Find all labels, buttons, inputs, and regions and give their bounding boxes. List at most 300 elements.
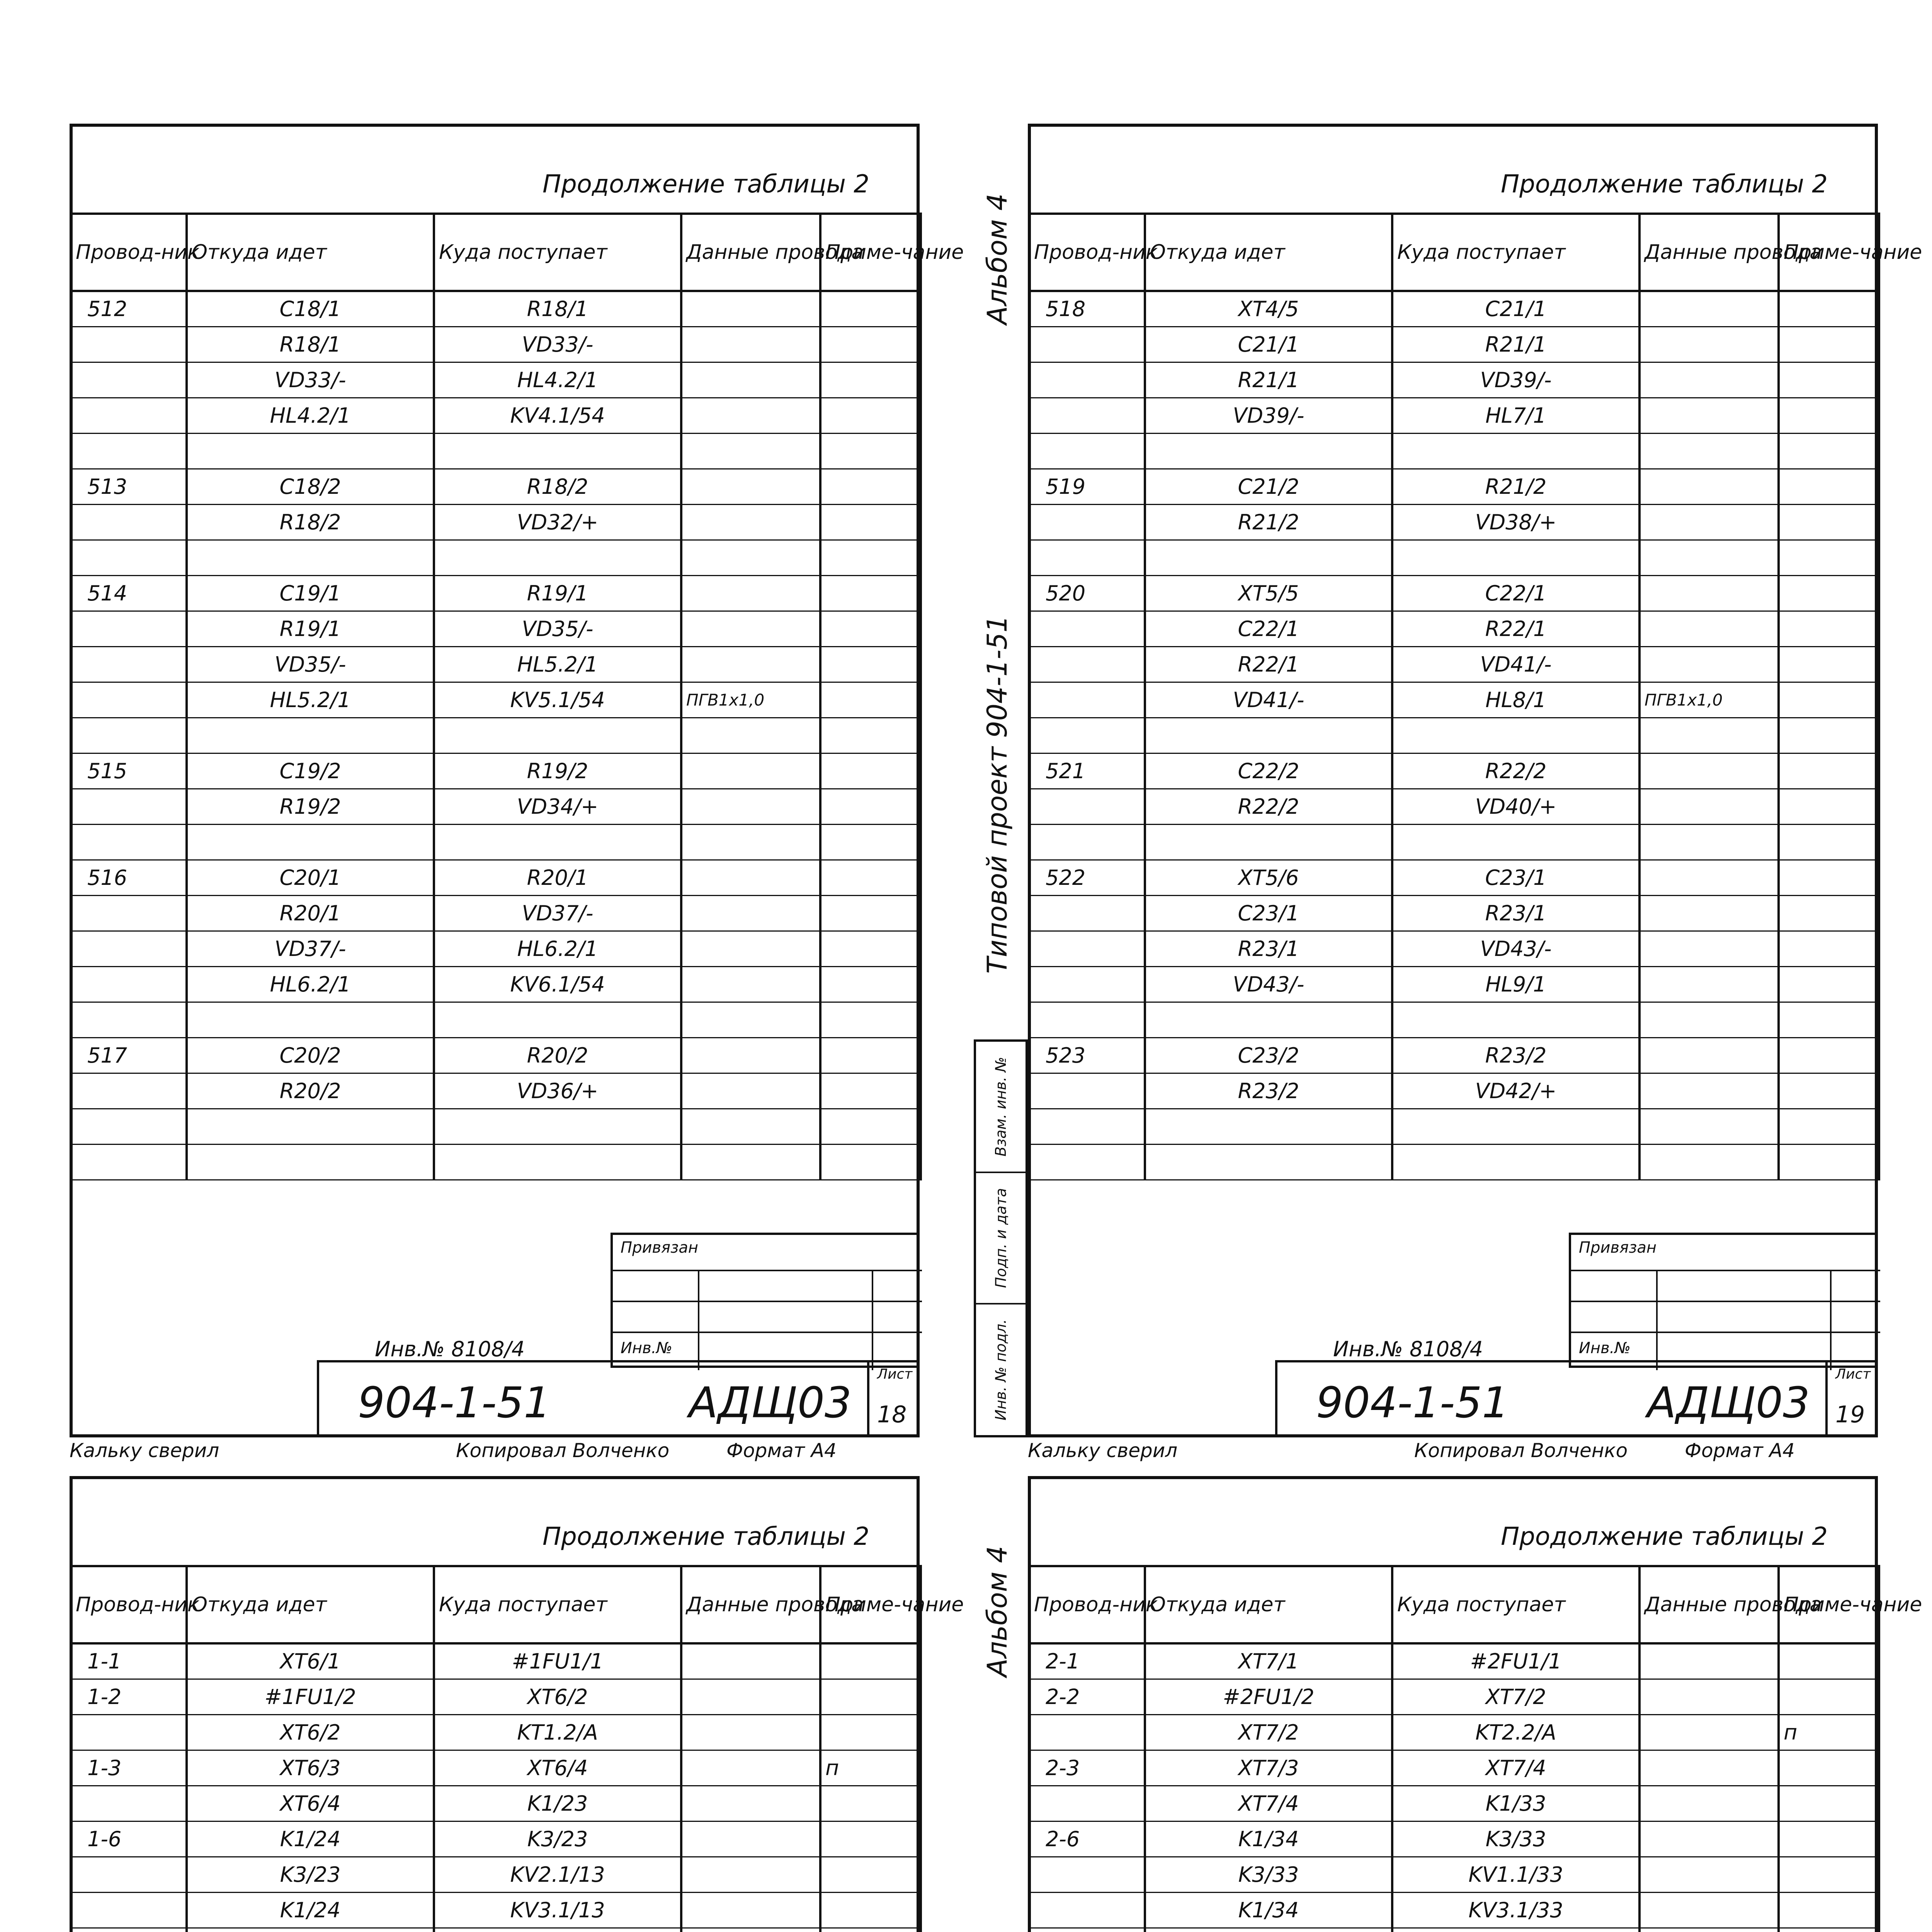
table-row bbox=[1029, 1679, 1879, 1714]
wiring-table bbox=[70, 1565, 964, 1932]
table-row bbox=[1029, 362, 1879, 398]
table-row bbox=[1029, 1109, 1879, 1144]
col-data: Данные провода bbox=[681, 214, 820, 291]
note-cell bbox=[1779, 504, 1879, 540]
inv-label: Инв.№ bbox=[621, 1339, 672, 1357]
to-cell bbox=[434, 718, 681, 753]
wire-data-cell bbox=[681, 931, 820, 966]
wire-data-cell bbox=[681, 753, 820, 789]
privyazan-label: Привязан bbox=[1579, 1239, 1657, 1257]
wire-cell bbox=[71, 540, 187, 575]
wire-data-cell bbox=[681, 1002, 820, 1037]
wire-data-cell bbox=[681, 824, 820, 860]
wire-data-cell bbox=[1639, 895, 1779, 931]
continuation-title: Продолжение таблицы 2 bbox=[542, 1522, 869, 1551]
album-side-label: Альбом 4 bbox=[981, 193, 1013, 325]
table-row bbox=[71, 611, 921, 646]
from-cell: R22/1 bbox=[1145, 646, 1392, 682]
from-cell: C22/1 bbox=[1145, 611, 1392, 646]
inv-number: Инв.№ 8108/4 bbox=[375, 1337, 525, 1361]
note-cell bbox=[1779, 1144, 1879, 1180]
to-cell bbox=[1392, 1002, 1639, 1037]
note-cell bbox=[1779, 433, 1879, 469]
wire-cell bbox=[1029, 1714, 1145, 1750]
note-cell bbox=[820, 362, 921, 398]
wire-cell bbox=[71, 718, 187, 753]
wire-data-cell bbox=[1639, 1928, 1779, 1932]
wire-cell bbox=[1029, 504, 1145, 540]
copied-by: Копировал Волченко bbox=[1414, 1439, 1628, 1462]
to-cell bbox=[434, 1144, 681, 1180]
checked-by: Кальку сверил bbox=[1028, 1439, 1178, 1462]
wire-cell: 513 bbox=[71, 469, 187, 504]
wire-data-cell bbox=[1639, 1037, 1779, 1073]
table-row bbox=[1029, 291, 1879, 327]
from-cell bbox=[187, 1109, 434, 1144]
to-cell: VD39/- bbox=[1392, 362, 1639, 398]
privyazan-label: Привязан bbox=[621, 1239, 699, 1257]
to-cell: R22/2 bbox=[1392, 753, 1639, 789]
col-wire: Провод-ник bbox=[1029, 214, 1145, 291]
wire-cell: 1-1 bbox=[71, 1643, 187, 1679]
continuation-title: Продолжение таблицы 2 bbox=[1500, 1522, 1828, 1551]
table-row bbox=[71, 1073, 921, 1109]
sheet-label: Лист bbox=[1835, 1366, 1871, 1382]
wire-cell bbox=[71, 433, 187, 469]
from-cell bbox=[187, 1144, 434, 1180]
wire-data-cell bbox=[1639, 1786, 1779, 1821]
to-cell: VD32/+ bbox=[434, 504, 681, 540]
from-cell: XT5/6 bbox=[1145, 860, 1392, 895]
to-cell bbox=[434, 824, 681, 860]
table-row bbox=[1029, 327, 1879, 362]
note-cell bbox=[820, 1037, 921, 1073]
wire-cell bbox=[1029, 966, 1145, 1002]
title-stamp bbox=[1275, 1360, 1878, 1437]
wire-cell: 2-1 bbox=[1029, 1643, 1145, 1679]
from-cell: R23/2 bbox=[1145, 1073, 1392, 1109]
from-cell: XT6/2 bbox=[187, 1714, 434, 1750]
wire-data-cell bbox=[1639, 1073, 1779, 1109]
table-row bbox=[1029, 1643, 1879, 1679]
to-cell: VD38/+ bbox=[1392, 504, 1639, 540]
to-cell: KV2.1/13 bbox=[434, 1857, 681, 1892]
wire-cell bbox=[1029, 433, 1145, 469]
from-cell: #2FU1/2 bbox=[1145, 1679, 1392, 1714]
wire-cell: 1-3 bbox=[71, 1750, 187, 1786]
from-cell bbox=[1145, 433, 1392, 469]
to-cell: #2FU1/1 bbox=[1392, 1643, 1639, 1679]
note-cell bbox=[1779, 1643, 1879, 1679]
wire-cell bbox=[71, 789, 187, 824]
to-cell: HL6.2/1 bbox=[434, 931, 681, 966]
wire-data-cell bbox=[1639, 753, 1779, 789]
table-row bbox=[71, 433, 921, 469]
from-cell: XT6/4 bbox=[187, 1786, 434, 1821]
from-cell: VD39/- bbox=[1145, 398, 1392, 433]
col-note: Приме-чание bbox=[1779, 1566, 1879, 1643]
to-cell bbox=[434, 540, 681, 575]
table-row bbox=[71, 824, 921, 860]
from-cell: XT5/5 bbox=[1145, 575, 1392, 611]
note-cell bbox=[1779, 966, 1879, 1002]
table-row bbox=[71, 362, 921, 398]
wire-data-cell bbox=[1639, 362, 1779, 398]
wire-data-cell bbox=[681, 789, 820, 824]
note-cell bbox=[820, 1857, 921, 1892]
note-cell bbox=[1779, 895, 1879, 931]
note-cell bbox=[1779, 718, 1879, 753]
table-row bbox=[71, 1750, 921, 1786]
continuation-title: Продолжение таблицы 2 bbox=[1500, 170, 1828, 199]
table-row bbox=[71, 327, 921, 362]
project-code: 904-1-51 bbox=[358, 1378, 551, 1427]
to-cell: XT6/2 bbox=[434, 1679, 681, 1714]
to-cell: HL7/1 bbox=[1392, 398, 1639, 433]
note-cell bbox=[1779, 362, 1879, 398]
col-from: Откуда идет bbox=[1145, 214, 1392, 291]
note-cell bbox=[1779, 824, 1879, 860]
note-cell bbox=[820, 433, 921, 469]
note-cell bbox=[1779, 1037, 1879, 1073]
wire-cell bbox=[71, 398, 187, 433]
to-cell: VD35/- bbox=[434, 611, 681, 646]
wire-data-cell bbox=[1639, 646, 1779, 682]
to-cell: VD40/+ bbox=[1392, 789, 1639, 824]
note-cell bbox=[820, 1002, 921, 1037]
wire-data-cell bbox=[681, 1786, 820, 1821]
table-row bbox=[71, 1892, 921, 1928]
note-cell bbox=[1779, 1679, 1879, 1714]
drawing-sheet bbox=[70, 124, 964, 1462]
col-to: Куда поступает bbox=[434, 1566, 681, 1643]
privyazan-box bbox=[611, 1233, 920, 1368]
wire-data-cell bbox=[681, 1037, 820, 1073]
wire-cell bbox=[1029, 1002, 1145, 1037]
note-cell bbox=[1779, 1002, 1879, 1037]
note-cell bbox=[820, 966, 921, 1002]
note-cell bbox=[1779, 575, 1879, 611]
to-cell: C23/1 bbox=[1392, 860, 1639, 895]
wire-cell bbox=[71, 327, 187, 362]
wire-data-cell bbox=[1639, 540, 1779, 575]
note-cell bbox=[1779, 1109, 1879, 1144]
wire-data-cell bbox=[681, 469, 820, 504]
from-cell bbox=[187, 540, 434, 575]
from-cell: R19/1 bbox=[187, 611, 434, 646]
wire-data-cell bbox=[681, 966, 820, 1002]
wire-cell bbox=[1029, 1144, 1145, 1180]
table-row bbox=[1029, 646, 1879, 682]
wire-data-cell bbox=[681, 1144, 820, 1180]
from-cell bbox=[187, 824, 434, 860]
from-cell: K1/24 bbox=[187, 1892, 434, 1928]
note-cell bbox=[820, 575, 921, 611]
col-data: Данные провода bbox=[1639, 1566, 1779, 1643]
wire-data-cell bbox=[681, 860, 820, 895]
note-cell bbox=[1779, 611, 1879, 646]
wire-cell: 523 bbox=[1029, 1037, 1145, 1073]
col-from: Откуда идет bbox=[1145, 1566, 1392, 1643]
to-cell: KT1.2/A bbox=[434, 1714, 681, 1750]
note-cell bbox=[820, 469, 921, 504]
table-row bbox=[1029, 895, 1879, 931]
note-cell bbox=[820, 611, 921, 646]
to-cell: R19/1 bbox=[434, 575, 681, 611]
to-cell bbox=[434, 1928, 681, 1932]
to-cell: HL9/1 bbox=[1392, 966, 1639, 1002]
table-row bbox=[1029, 1002, 1879, 1037]
wire-cell: 516 bbox=[71, 860, 187, 895]
to-cell: VD41/- bbox=[1392, 646, 1639, 682]
to-cell bbox=[434, 433, 681, 469]
from-cell: C22/2 bbox=[1145, 753, 1392, 789]
wire-cell bbox=[71, 966, 187, 1002]
from-cell: R20/2 bbox=[187, 1073, 434, 1109]
wire-cell bbox=[1029, 327, 1145, 362]
from-cell: K3/23 bbox=[187, 1857, 434, 1892]
to-cell bbox=[1392, 1928, 1639, 1932]
table-row bbox=[71, 895, 921, 931]
note-cell bbox=[1779, 327, 1879, 362]
from-cell: C21/2 bbox=[1145, 469, 1392, 504]
wire-cell: 520 bbox=[1029, 575, 1145, 611]
wire-data-cell bbox=[681, 611, 820, 646]
from-cell: K3/33 bbox=[1145, 1857, 1392, 1892]
col-data: Данные провода bbox=[1639, 214, 1779, 291]
album-side-label: Альбом 4 bbox=[981, 1546, 1013, 1677]
wire-cell bbox=[71, 1857, 187, 1892]
col-from: Откуда идет bbox=[187, 1566, 434, 1643]
inv-podl-label: Инв. № подл. bbox=[992, 1319, 1010, 1421]
to-cell: KV5.1/54 bbox=[434, 682, 681, 718]
from-cell: HL5.2/1 bbox=[187, 682, 434, 718]
from-cell bbox=[1145, 1928, 1392, 1932]
wire-cell bbox=[1029, 682, 1145, 718]
from-cell: K1/34 bbox=[1145, 1892, 1392, 1928]
from-cell: XT6/1 bbox=[187, 1643, 434, 1679]
to-cell: R20/1 bbox=[434, 860, 681, 895]
wire-data-cell bbox=[1639, 860, 1779, 895]
from-cell bbox=[1145, 1109, 1392, 1144]
note-cell bbox=[1779, 1073, 1879, 1109]
note-cell bbox=[820, 1714, 921, 1750]
note-cell bbox=[820, 1073, 921, 1109]
doc-code: АДЩ03 bbox=[1647, 1378, 1810, 1427]
from-cell: C23/1 bbox=[1145, 895, 1392, 931]
table-row bbox=[1029, 611, 1879, 646]
wire-data-cell bbox=[681, 504, 820, 540]
from-cell bbox=[1145, 824, 1392, 860]
col-wire: Провод-ник bbox=[1029, 1566, 1145, 1643]
from-cell: K1/34 bbox=[1145, 1821, 1392, 1857]
note-cell bbox=[820, 931, 921, 966]
wire-data-cell bbox=[1639, 575, 1779, 611]
wire-data-cell bbox=[681, 1643, 820, 1679]
table-row bbox=[71, 1714, 921, 1750]
note-cell bbox=[1779, 1892, 1879, 1928]
to-cell: VD42/+ bbox=[1392, 1073, 1639, 1109]
note-cell bbox=[820, 1679, 921, 1714]
table-row bbox=[71, 966, 921, 1002]
from-cell bbox=[187, 433, 434, 469]
note-cell: п bbox=[820, 1750, 921, 1786]
to-cell: #1FU1/1 bbox=[434, 1643, 681, 1679]
col-note: Приме-чание bbox=[1779, 214, 1879, 291]
note-cell bbox=[1779, 398, 1879, 433]
note-cell bbox=[820, 1786, 921, 1821]
wire-cell bbox=[71, 504, 187, 540]
to-cell: KV6.1/54 bbox=[434, 966, 681, 1002]
wire-data-cell bbox=[1639, 1750, 1779, 1786]
wire-cell: 1-6 bbox=[71, 1821, 187, 1857]
doc-code: АДЩ03 bbox=[689, 1378, 852, 1427]
wire-cell bbox=[1029, 1786, 1145, 1821]
from-cell: C23/2 bbox=[1145, 1037, 1392, 1073]
to-cell: KV3.1/33 bbox=[1392, 1892, 1639, 1928]
to-cell bbox=[1392, 1109, 1639, 1144]
from-cell: R21/2 bbox=[1145, 504, 1392, 540]
wire-data-cell bbox=[681, 540, 820, 575]
to-cell: HL4.2/1 bbox=[434, 362, 681, 398]
wire-cell bbox=[71, 1786, 187, 1821]
wire-cell: 522 bbox=[1029, 860, 1145, 895]
to-cell: R20/2 bbox=[434, 1037, 681, 1073]
wire-data-cell bbox=[1639, 291, 1779, 327]
note-cell bbox=[1779, 540, 1879, 575]
wire-cell bbox=[1029, 362, 1145, 398]
wire-data-cell bbox=[681, 718, 820, 753]
table-row bbox=[1029, 1073, 1879, 1109]
table-row bbox=[71, 682, 921, 718]
from-cell: XT7/2 bbox=[1145, 1714, 1392, 1750]
col-data: Данные провода bbox=[681, 1566, 820, 1643]
drawing-sheet bbox=[70, 1476, 964, 1932]
project-code: 904-1-51 bbox=[1316, 1378, 1509, 1427]
note-cell bbox=[820, 1144, 921, 1180]
vzam-label: Взам. инв. № bbox=[992, 1056, 1010, 1157]
to-cell: R23/1 bbox=[1392, 895, 1639, 931]
table-row bbox=[71, 1643, 921, 1679]
wire-data-cell bbox=[681, 1679, 820, 1714]
wire-cell bbox=[1029, 824, 1145, 860]
table-row bbox=[1029, 753, 1879, 789]
wire-data-cell: ПГВ1х1,0 bbox=[681, 682, 820, 718]
from-cell: R18/2 bbox=[187, 504, 434, 540]
to-cell: R21/2 bbox=[1392, 469, 1639, 504]
wire-cell bbox=[71, 1892, 187, 1928]
from-cell: #1FU1/2 bbox=[187, 1679, 434, 1714]
to-cell: VD37/- bbox=[434, 895, 681, 931]
table-row bbox=[1029, 540, 1879, 575]
table-row bbox=[1029, 1821, 1879, 1857]
to-cell: R18/2 bbox=[434, 469, 681, 504]
wire-data-cell bbox=[681, 895, 820, 931]
table-row bbox=[1029, 824, 1879, 860]
table-row bbox=[1029, 469, 1879, 504]
table-row bbox=[1029, 718, 1879, 753]
note-cell bbox=[820, 327, 921, 362]
table-row bbox=[71, 469, 921, 504]
col-from: Откуда идет bbox=[187, 214, 434, 291]
from-cell: C21/1 bbox=[1145, 327, 1392, 362]
note-cell bbox=[820, 504, 921, 540]
note-cell bbox=[820, 398, 921, 433]
wire-cell bbox=[71, 362, 187, 398]
table-row bbox=[71, 1786, 921, 1821]
table-row bbox=[1029, 1892, 1879, 1928]
table-row bbox=[71, 931, 921, 966]
wire-data-cell bbox=[681, 1109, 820, 1144]
from-cell: XT6/3 bbox=[187, 1750, 434, 1786]
wire-data-cell bbox=[1639, 1821, 1779, 1857]
wire-data-cell bbox=[1639, 504, 1779, 540]
table-row bbox=[71, 1821, 921, 1857]
table-row bbox=[71, 1144, 921, 1180]
wire-cell: 515 bbox=[71, 753, 187, 789]
side-stamp bbox=[974, 1039, 1028, 1437]
note-cell bbox=[1779, 753, 1879, 789]
note-cell bbox=[1779, 1857, 1879, 1892]
wire-data-cell bbox=[1639, 469, 1779, 504]
note-cell bbox=[820, 789, 921, 824]
to-cell: HL8/1 bbox=[1392, 682, 1639, 718]
table-row bbox=[71, 1857, 921, 1892]
col-to: Куда поступает bbox=[434, 214, 681, 291]
table-row bbox=[71, 1928, 921, 1932]
wire-data-cell bbox=[1639, 824, 1779, 860]
col-wire: Провод-ник bbox=[71, 214, 187, 291]
table-row bbox=[1029, 860, 1879, 895]
to-cell bbox=[434, 1109, 681, 1144]
from-cell: XT4/5 bbox=[1145, 291, 1392, 327]
wire-data-cell bbox=[681, 1928, 820, 1932]
wire-cell bbox=[71, 1928, 187, 1932]
wire-data-cell bbox=[681, 1750, 820, 1786]
to-cell: C22/1 bbox=[1392, 575, 1639, 611]
from-cell bbox=[1145, 1002, 1392, 1037]
to-cell bbox=[1392, 718, 1639, 753]
wire-data-cell bbox=[1639, 1643, 1779, 1679]
to-cell: K3/33 bbox=[1392, 1821, 1639, 1857]
to-cell: KV1.1/33 bbox=[1392, 1857, 1639, 1892]
wire-data-cell bbox=[681, 646, 820, 682]
wire-cell bbox=[1029, 1109, 1145, 1144]
to-cell: K3/23 bbox=[434, 1821, 681, 1857]
wire-cell: 2-6 bbox=[1029, 1821, 1145, 1857]
wire-data-cell bbox=[681, 398, 820, 433]
wire-data-cell bbox=[1639, 1892, 1779, 1928]
note-cell bbox=[820, 682, 921, 718]
to-cell: VD36/+ bbox=[434, 1073, 681, 1109]
table-row bbox=[71, 291, 921, 327]
inv-label: Инв.№ bbox=[1579, 1339, 1631, 1357]
note-cell bbox=[820, 718, 921, 753]
from-cell: HL6.2/1 bbox=[187, 966, 434, 1002]
wire-data-cell bbox=[681, 433, 820, 469]
wire-cell bbox=[1029, 1857, 1145, 1892]
note-cell bbox=[1779, 789, 1879, 824]
to-cell: XT7/4 bbox=[1392, 1750, 1639, 1786]
from-cell: C19/2 bbox=[187, 753, 434, 789]
from-cell bbox=[187, 1928, 434, 1932]
wire-cell: 1-2 bbox=[71, 1679, 187, 1714]
checked-by: Кальку сверил bbox=[70, 1439, 219, 1462]
from-cell: VD37/- bbox=[187, 931, 434, 966]
wire-data-cell bbox=[1639, 931, 1779, 966]
wire-cell bbox=[1029, 895, 1145, 931]
from-cell: HL4.2/1 bbox=[187, 398, 434, 433]
